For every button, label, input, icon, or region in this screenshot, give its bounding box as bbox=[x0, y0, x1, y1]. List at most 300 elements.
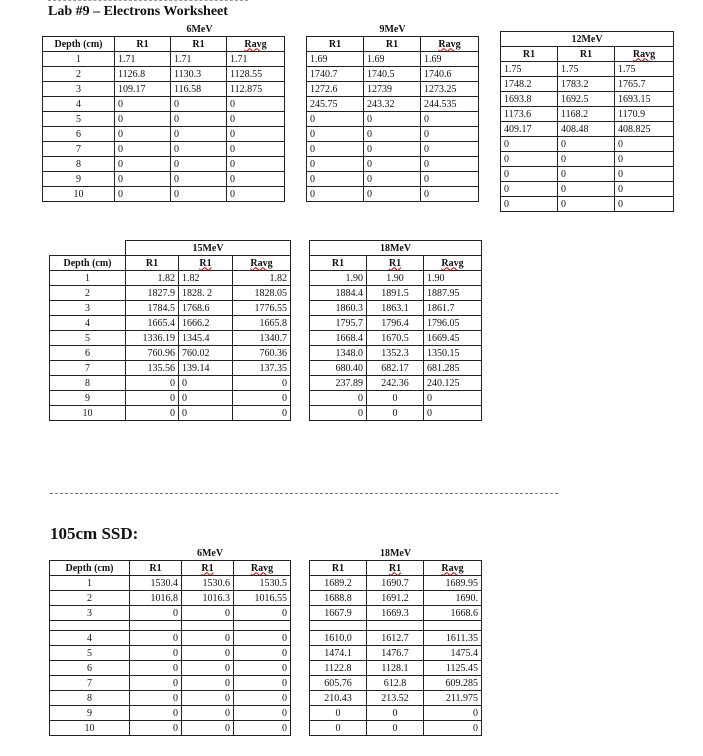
table-ssd-6mev-body bbox=[50, 546, 291, 736]
cell-ravg: 0 bbox=[227, 187, 285, 202]
cell-r1-b: 1.75 bbox=[558, 62, 615, 77]
cell-ravg: 211.975 bbox=[424, 691, 482, 706]
cell-r1-b: 1476.7 bbox=[367, 646, 424, 661]
ravg-header: Ravg bbox=[227, 37, 285, 52]
cell-r1-b: 0 bbox=[558, 152, 615, 167]
cell-r1-b: 0 bbox=[558, 197, 615, 212]
cell-ravg: 0 bbox=[421, 142, 479, 157]
table-row bbox=[50, 646, 291, 661]
spacer-cell bbox=[234, 621, 291, 631]
table-row bbox=[310, 706, 482, 721]
r1-header: R1 bbox=[126, 256, 179, 271]
cell-ravg: 1128.55 bbox=[227, 67, 285, 82]
cell-r1-b: 1168.2 bbox=[558, 107, 615, 122]
cell-depth: 10 bbox=[50, 721, 130, 736]
cell-ravg: 1.75 bbox=[615, 62, 674, 77]
cell-r1-b: 1690.7 bbox=[367, 576, 424, 591]
cell-r1-a: 0 bbox=[126, 376, 179, 391]
cell-ravg: 137.35 bbox=[233, 361, 291, 376]
cell-r1-a: 1689.2 bbox=[310, 576, 367, 591]
cell-r1-b: 1783.2 bbox=[558, 77, 615, 92]
cell-ravg: 0 bbox=[421, 172, 479, 187]
cell-ravg: 0 bbox=[227, 157, 285, 172]
table-row bbox=[50, 691, 291, 706]
cell-r1-b: 0 bbox=[171, 142, 227, 157]
table-12mev bbox=[500, 31, 674, 212]
ravg-header: Ravg bbox=[234, 561, 291, 576]
cell-r1-a: 0 bbox=[115, 127, 171, 142]
cell-ravg: 1887.95 bbox=[424, 286, 482, 301]
cell-depth: 9 bbox=[50, 391, 126, 406]
table-12mev-energy: 12MeV bbox=[501, 32, 674, 47]
r1-header: R1 bbox=[364, 37, 421, 52]
ravg-header: Ravg bbox=[421, 37, 479, 52]
table-row bbox=[50, 606, 291, 621]
cell-ravg: 1.69 bbox=[421, 52, 479, 67]
cell-ravg: 0 bbox=[615, 152, 674, 167]
table-row bbox=[501, 197, 674, 212]
cell-r1-a: 0 bbox=[307, 142, 364, 157]
cell-r1-a: 0 bbox=[115, 97, 171, 112]
cell-r1-a: 0 bbox=[130, 721, 182, 736]
table-ssd-18mev-energy: 18MeV bbox=[379, 547, 412, 559]
r1-header: R1 bbox=[310, 256, 367, 271]
cell-r1-a: 0 bbox=[115, 157, 171, 172]
cell-r1-a: 1688.8 bbox=[310, 591, 367, 606]
cell-ravg: 0 bbox=[234, 631, 291, 646]
cell-r1-b: 1.71 bbox=[171, 52, 227, 67]
table-row bbox=[307, 97, 479, 112]
cell-ravg: 1765.7 bbox=[615, 77, 674, 92]
cell-ravg: 0 bbox=[424, 706, 482, 721]
table-row bbox=[310, 591, 482, 606]
r1-header: R1 bbox=[179, 256, 233, 271]
cell-r1-b: 0 bbox=[364, 127, 421, 142]
table-row bbox=[310, 271, 482, 286]
cell-r1-b: 243.32 bbox=[364, 97, 421, 112]
cell-r1-a: 0 bbox=[501, 197, 558, 212]
cell-depth: 1 bbox=[50, 576, 130, 591]
cell-ravg: 0 bbox=[421, 112, 479, 127]
table-row bbox=[310, 721, 482, 736]
cell-r1-b: 0 bbox=[171, 127, 227, 142]
table-row bbox=[501, 167, 674, 182]
table-row bbox=[43, 112, 285, 127]
cell-ravg: 0 bbox=[233, 391, 291, 406]
cell-r1-a: 1126.8 bbox=[115, 67, 171, 82]
cell-ravg: 0 bbox=[234, 606, 291, 621]
r1-header: R1 bbox=[501, 47, 558, 62]
cell-r1-b: 0 bbox=[182, 691, 234, 706]
table-row bbox=[501, 152, 674, 167]
cell-r1-b: 0 bbox=[179, 376, 233, 391]
cell-ravg: 0 bbox=[424, 721, 482, 736]
table-row bbox=[310, 301, 482, 316]
cell-r1-a: 1884.4 bbox=[310, 286, 367, 301]
title-rule bbox=[48, 0, 248, 1]
table-row bbox=[50, 406, 291, 421]
cell-ravg: 408.825 bbox=[615, 122, 674, 137]
cell-ravg: 0 bbox=[234, 676, 291, 691]
table-row bbox=[50, 376, 291, 391]
table-row bbox=[307, 52, 479, 67]
spacer-cell bbox=[310, 621, 367, 631]
spacer-cell bbox=[424, 621, 482, 631]
cell-r1-a: 210.43 bbox=[310, 691, 367, 706]
cell-ravg: 1.82 bbox=[233, 271, 291, 286]
depth-header: Depth (cm) bbox=[43, 37, 115, 52]
table-row bbox=[43, 187, 285, 202]
spacer-cell bbox=[130, 621, 182, 631]
table-row bbox=[310, 661, 482, 676]
cell-depth: 9 bbox=[50, 706, 130, 721]
cell-ravg: 0 bbox=[234, 646, 291, 661]
cell-ravg: 1016.55 bbox=[234, 591, 291, 606]
cell-r1-b: 0 bbox=[182, 631, 234, 646]
table-18mev-body bbox=[310, 241, 482, 421]
cell-ravg: 760.36 bbox=[233, 346, 291, 361]
spacer-row bbox=[50, 621, 291, 631]
cell-depth: 7 bbox=[50, 676, 130, 691]
cell-r1-b: 0 bbox=[179, 406, 233, 421]
r1-header: R1 bbox=[182, 561, 234, 576]
table-6mev bbox=[42, 22, 285, 202]
table-row bbox=[50, 576, 291, 591]
table-15mev bbox=[49, 240, 291, 421]
table-row bbox=[50, 661, 291, 676]
cell-r1-b: 0 bbox=[171, 112, 227, 127]
cell-depth: 8 bbox=[50, 691, 130, 706]
table-row bbox=[310, 391, 482, 406]
table-row bbox=[50, 331, 291, 346]
cell-r1-a: 0 bbox=[501, 167, 558, 182]
cell-depth: 3 bbox=[43, 82, 115, 97]
cell-r1-a: 0 bbox=[130, 646, 182, 661]
cell-r1-b: 242.36 bbox=[367, 376, 424, 391]
table-row bbox=[307, 67, 479, 82]
cell-ravg: 1530.5 bbox=[234, 576, 291, 591]
ravg-header: Ravg bbox=[424, 561, 482, 576]
section-divider bbox=[50, 493, 558, 494]
cell-ravg: 0 bbox=[615, 182, 674, 197]
table-ssd-6mev-energy: 6MeV bbox=[196, 547, 224, 559]
cell-ravg: 0 bbox=[424, 391, 482, 406]
cell-r1-a: 1.75 bbox=[501, 62, 558, 77]
table-row bbox=[310, 676, 482, 691]
table-row bbox=[307, 187, 479, 202]
cell-r1-b: 408.48 bbox=[558, 122, 615, 137]
r1-header: R1 bbox=[307, 37, 364, 52]
table-row bbox=[307, 82, 479, 97]
table-row bbox=[501, 137, 674, 152]
cell-r1-b: 1828. 2 bbox=[179, 286, 233, 301]
cell-depth: 3 bbox=[50, 301, 126, 316]
cell-ravg: 0 bbox=[615, 197, 674, 212]
cell-ravg: 0 bbox=[227, 142, 285, 157]
cell-r1-b: 1691.2 bbox=[367, 591, 424, 606]
cell-r1-b: 0 bbox=[367, 406, 424, 421]
cell-r1-b: 1768.6 bbox=[179, 301, 233, 316]
cell-r1-b: 1670.5 bbox=[367, 331, 424, 346]
cell-r1-b: 0 bbox=[171, 172, 227, 187]
cell-depth: 2 bbox=[43, 67, 115, 82]
table-row bbox=[43, 157, 285, 172]
cell-r1-a: 760.96 bbox=[126, 346, 179, 361]
cell-ravg: 1669.45 bbox=[424, 331, 482, 346]
ravg-header: Ravg bbox=[615, 47, 674, 62]
table-row bbox=[501, 122, 674, 137]
cell-ravg: 0 bbox=[227, 97, 285, 112]
cell-r1-a: 1336.19 bbox=[126, 331, 179, 346]
cell-r1-b: 0 bbox=[364, 142, 421, 157]
cell-depth: 2 bbox=[50, 286, 126, 301]
cell-r1-a: 237.89 bbox=[310, 376, 367, 391]
table-row bbox=[310, 406, 482, 421]
cell-r1-b: 0 bbox=[171, 97, 227, 112]
table-18mev bbox=[309, 240, 482, 421]
cell-ravg: 1350.15 bbox=[424, 346, 482, 361]
table-6mev-energy: 6MeV bbox=[186, 23, 213, 35]
cell-r1-a: 0 bbox=[130, 631, 182, 646]
cell-r1-a: 0 bbox=[130, 661, 182, 676]
ravg-header: Ravg bbox=[233, 256, 291, 271]
cell-ravg: 0 bbox=[227, 172, 285, 187]
cell-depth: 1 bbox=[43, 52, 115, 67]
cell-ravg: 1861.7 bbox=[424, 301, 482, 316]
table-15mev-energy: 15MeV bbox=[126, 241, 291, 256]
cell-depth: 8 bbox=[43, 157, 115, 172]
cell-r1-b: 0 bbox=[558, 137, 615, 152]
cell-r1-a: 0 bbox=[115, 112, 171, 127]
cell-r1-a: 1860.3 bbox=[310, 301, 367, 316]
cell-r1-a: 0 bbox=[307, 157, 364, 172]
cell-depth: 3 bbox=[50, 606, 130, 621]
table-ssd-18mev-body bbox=[310, 546, 482, 736]
cell-ravg: 609.285 bbox=[424, 676, 482, 691]
cell-r1-b: 0 bbox=[182, 676, 234, 691]
table-15mev-body bbox=[50, 241, 291, 421]
cell-r1-b: 1796.4 bbox=[367, 316, 424, 331]
table-row bbox=[50, 591, 291, 606]
cell-r1-a: 1016.8 bbox=[130, 591, 182, 606]
table-9mev bbox=[306, 22, 479, 202]
cell-depth: 10 bbox=[43, 187, 115, 202]
table-row bbox=[501, 77, 674, 92]
cell-ravg: 112.875 bbox=[227, 82, 285, 97]
cell-ravg: 1796.05 bbox=[424, 316, 482, 331]
table-row bbox=[50, 346, 291, 361]
cell-r1-a: 0 bbox=[115, 187, 171, 202]
cell-r1-a: 1.69 bbox=[307, 52, 364, 67]
r1-header: R1 bbox=[367, 256, 424, 271]
cell-r1-a: 135.56 bbox=[126, 361, 179, 376]
table-12mev-body bbox=[501, 32, 674, 212]
cell-r1-a: 0 bbox=[307, 127, 364, 142]
table-ssd-6mev bbox=[49, 546, 291, 736]
cell-r1-a: 0 bbox=[307, 187, 364, 202]
cell-depth: 5 bbox=[50, 331, 126, 346]
cell-depth: 10 bbox=[50, 406, 126, 421]
cell-ravg: 0 bbox=[421, 157, 479, 172]
cell-r1-a: 0 bbox=[307, 172, 364, 187]
table-row bbox=[307, 112, 479, 127]
table-row bbox=[310, 286, 482, 301]
cell-depth: 4 bbox=[50, 631, 130, 646]
table-row bbox=[50, 316, 291, 331]
cell-ravg: 1668.6 bbox=[424, 606, 482, 621]
depth-header: Depth (cm) bbox=[50, 256, 126, 271]
cell-r1-a: 0 bbox=[126, 391, 179, 406]
cell-ravg: 0 bbox=[234, 691, 291, 706]
table-row bbox=[310, 691, 482, 706]
table-row bbox=[310, 576, 482, 591]
cell-r1-a: 1.71 bbox=[115, 52, 171, 67]
cell-r1-a: 409.17 bbox=[501, 122, 558, 137]
table-row bbox=[43, 127, 285, 142]
cell-r1-a: 1474.1 bbox=[310, 646, 367, 661]
cell-depth: 6 bbox=[50, 661, 130, 676]
cell-r1-a: 0 bbox=[307, 112, 364, 127]
cell-ravg: 681.285 bbox=[424, 361, 482, 376]
table-row bbox=[50, 391, 291, 406]
cell-r1-a: 1665.4 bbox=[126, 316, 179, 331]
table-row bbox=[50, 721, 291, 736]
cell-r1-b: 0 bbox=[558, 182, 615, 197]
cell-ravg: 1.71 bbox=[227, 52, 285, 67]
ravg-header: Ravg bbox=[424, 256, 482, 271]
cell-r1-a: 0 bbox=[310, 706, 367, 721]
cell-ravg: 0 bbox=[234, 721, 291, 736]
cell-r1-a: 0 bbox=[115, 142, 171, 157]
cell-ravg: 1475.4 bbox=[424, 646, 482, 661]
table-row bbox=[50, 271, 291, 286]
cell-depth: 5 bbox=[43, 112, 115, 127]
table-18mev-energy: 18MeV bbox=[310, 241, 482, 256]
cell-r1-a: 680.40 bbox=[310, 361, 367, 376]
r1-header: R1 bbox=[310, 561, 367, 576]
table-9mev-body bbox=[307, 22, 479, 202]
table-row bbox=[50, 706, 291, 721]
cell-ravg: 1690. bbox=[424, 591, 482, 606]
cell-r1-b: 1740.5 bbox=[364, 67, 421, 82]
spacer-cell bbox=[367, 621, 424, 631]
cell-ravg: 244.535 bbox=[421, 97, 479, 112]
table-row bbox=[310, 606, 482, 621]
cell-r1-b: 213.52 bbox=[367, 691, 424, 706]
cell-r1-b: 0 bbox=[367, 706, 424, 721]
table-row bbox=[43, 52, 285, 67]
cell-ravg: 1125.45 bbox=[424, 661, 482, 676]
cell-r1-a: 1530.4 bbox=[130, 576, 182, 591]
cell-ravg: 1340.7 bbox=[233, 331, 291, 346]
table-row bbox=[501, 92, 674, 107]
cell-r1-a: 0 bbox=[126, 406, 179, 421]
cell-r1-b: 0 bbox=[367, 721, 424, 736]
cell-r1-b: 0 bbox=[182, 721, 234, 736]
cell-depth: 8 bbox=[50, 376, 126, 391]
cell-ravg: 0 bbox=[234, 706, 291, 721]
depth-header: Depth (cm) bbox=[50, 561, 130, 576]
cell-depth: 7 bbox=[50, 361, 126, 376]
cell-r1-a: 0 bbox=[130, 706, 182, 721]
cell-r1-a: 0 bbox=[310, 721, 367, 736]
cell-r1-a: 0 bbox=[130, 606, 182, 621]
cell-ravg: 0 bbox=[421, 127, 479, 142]
cell-r1-b: 0 bbox=[179, 391, 233, 406]
cell-r1-b: 0 bbox=[171, 187, 227, 202]
cell-ravg: 1273.25 bbox=[421, 82, 479, 97]
r1-header: R1 bbox=[130, 561, 182, 576]
cell-r1-b: 1130.3 bbox=[171, 67, 227, 82]
table-row bbox=[43, 172, 285, 187]
cell-ravg: 1693.15 bbox=[615, 92, 674, 107]
cell-ravg: 0 bbox=[227, 127, 285, 142]
cell-depth: 5 bbox=[50, 646, 130, 661]
cell-r1-a: 0 bbox=[310, 391, 367, 406]
cell-ravg: 1828.05 bbox=[233, 286, 291, 301]
cell-r1-a: 0 bbox=[130, 676, 182, 691]
cell-r1-b: 12739 bbox=[364, 82, 421, 97]
r1-header: R1 bbox=[558, 47, 615, 62]
table-row bbox=[50, 631, 291, 646]
cell-r1-a: 1122.8 bbox=[310, 661, 367, 676]
cell-r1-b: 0 bbox=[182, 661, 234, 676]
cell-ravg: 1665.8 bbox=[233, 316, 291, 331]
cell-ravg: 0 bbox=[233, 406, 291, 421]
cell-r1-a: 1784.5 bbox=[126, 301, 179, 316]
cell-r1-b: 1016.3 bbox=[182, 591, 234, 606]
cell-depth: 7 bbox=[43, 142, 115, 157]
cell-r1-b: 612.8 bbox=[367, 676, 424, 691]
cell-depth: 6 bbox=[50, 346, 126, 361]
table-row bbox=[310, 631, 482, 646]
table-row bbox=[50, 676, 291, 691]
table-row bbox=[310, 346, 482, 361]
cell-r1-a: 0 bbox=[501, 182, 558, 197]
table-row bbox=[43, 97, 285, 112]
table-row bbox=[310, 331, 482, 346]
cell-ravg: 0 bbox=[615, 137, 674, 152]
table-row bbox=[307, 127, 479, 142]
cell-r1-b: 0 bbox=[182, 646, 234, 661]
cell-r1-a: 1.90 bbox=[310, 271, 367, 286]
cell-depth: 6 bbox=[43, 127, 115, 142]
cell-ravg: 1689.95 bbox=[424, 576, 482, 591]
cell-ravg: 240.125 bbox=[424, 376, 482, 391]
cell-r1-b: 0 bbox=[171, 157, 227, 172]
table-row bbox=[43, 142, 285, 157]
cell-ravg: 1740.6 bbox=[421, 67, 479, 82]
cell-depth: 4 bbox=[50, 316, 126, 331]
cell-r1-b: 1.90 bbox=[367, 271, 424, 286]
cell-ravg: 0 bbox=[424, 406, 482, 421]
table-row bbox=[307, 157, 479, 172]
cell-r1-a: 1173.6 bbox=[501, 107, 558, 122]
cell-r1-b: 1352.3 bbox=[367, 346, 424, 361]
cell-r1-b: 0 bbox=[182, 706, 234, 721]
table-row bbox=[307, 142, 479, 157]
table-6mev-body bbox=[43, 22, 285, 202]
cell-ravg: 0 bbox=[233, 376, 291, 391]
table-row bbox=[50, 301, 291, 316]
table-row bbox=[310, 376, 482, 391]
cell-depth: 2 bbox=[50, 591, 130, 606]
cell-depth: 9 bbox=[43, 172, 115, 187]
cell-r1-b: 139.14 bbox=[179, 361, 233, 376]
cell-r1-a: 109.17 bbox=[115, 82, 171, 97]
cell-ravg: 0 bbox=[234, 661, 291, 676]
cell-r1-b: 1669.3 bbox=[367, 606, 424, 621]
